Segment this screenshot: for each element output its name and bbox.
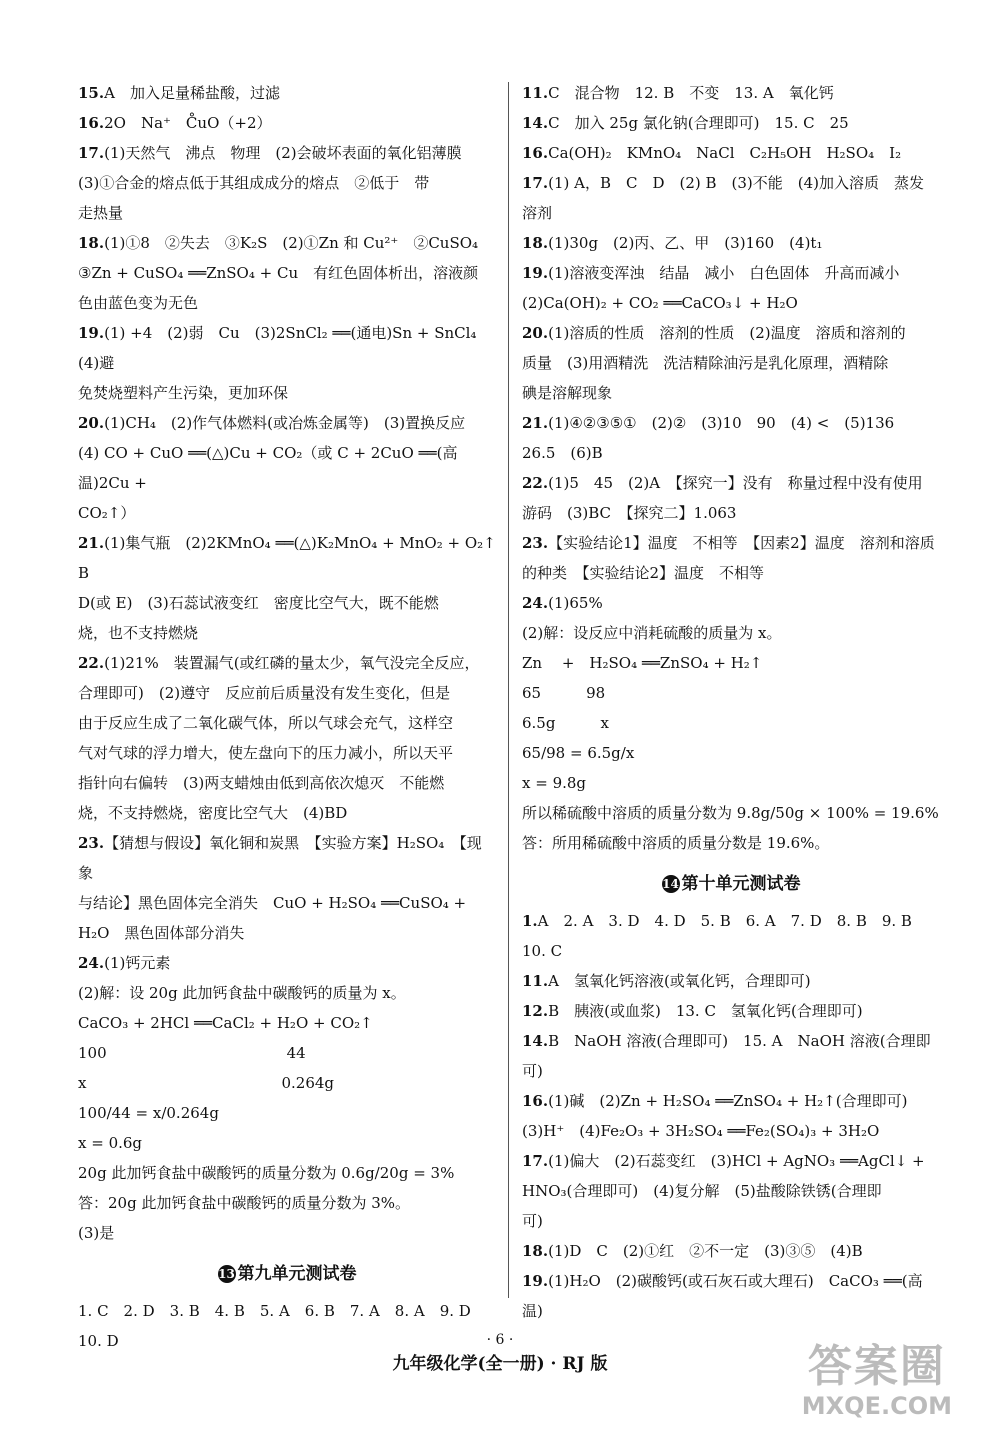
question-number: 17. <box>522 1152 549 1170</box>
section-number-badge: 13 <box>218 1267 235 1281</box>
section-title: 第十单元测试卷 <box>681 874 801 894</box>
answer-line <box>78 108 496 138</box>
answer-line <box>522 618 940 648</box>
answer-text: 游码 (3)BC 【探究二】1.063 <box>522 504 737 522</box>
answer-text: 指针向右偏转 (3)两支蜡烛由低到高依次熄灭 不能燃 <box>78 774 445 792</box>
answer-text: H₂O 黑色固体部分消失 <box>78 924 245 942</box>
answer-text: Zn + H₂SO₄ ══ZnSO₄ + H₂↑ <box>522 654 763 672</box>
answer-text: 6.5g x <box>522 714 609 732</box>
answer-text: 气对气球的浮力增大，使左盘向下的压力减小，所以天平 <box>78 744 454 762</box>
answer-line <box>522 1146 940 1176</box>
unit-9-choice-answers: 1. C 2. D 3. B 4. B 5. A 6. B 7. A 8. A 9. D 10. D <box>78 1302 486 1350</box>
answer-line <box>522 1206 940 1236</box>
question-number: 19. <box>78 324 105 342</box>
answer-line <box>522 828 940 858</box>
answer-text: 溶剂 <box>522 204 553 222</box>
answer-line <box>78 1188 496 1218</box>
answer-line <box>522 228 940 258</box>
answer-line <box>78 168 496 198</box>
answer-line <box>78 918 496 948</box>
answer-text: (1)65% <box>548 594 603 612</box>
answer-line <box>78 768 496 798</box>
question-number: 11. <box>522 972 549 990</box>
answer-text: (2)解：设 20g 此加钙食盐中碳酸钙的质量为 x。 <box>78 984 406 1002</box>
answer-line <box>78 648 496 678</box>
question-number: 24. <box>78 954 105 972</box>
answer-line <box>522 528 940 558</box>
answer-line <box>522 1026 940 1086</box>
answer-line <box>522 168 940 198</box>
answer-line <box>522 468 940 498</box>
answer-line <box>78 1068 496 1098</box>
answer-line <box>522 996 940 1026</box>
answer-line <box>78 588 496 618</box>
question-number: 19. <box>522 264 549 282</box>
answer-text: (1)D C (2)①红 ②不一定 (3)③⑤ (4)B <box>548 1242 863 1260</box>
answer-line <box>78 888 496 918</box>
answer-text: 【猜想与假设】氧化铜和炭黑 【实验方案】H₂SO₄ 【现象 <box>78 834 482 882</box>
answer-text: 答：所用稀硫酸中溶质的质量分数是 19.6%。 <box>522 834 830 852</box>
answer-text: (1)溶液变浑浊 结晶 减小 白色固体 升高而减小 <box>548 264 900 282</box>
answer-text: 与结论】黑色固体完全消失 CuO + H₂SO₄ ══CuSO₄ + <box>78 894 467 912</box>
answer-text: (3)是 <box>78 1224 115 1242</box>
answer-text: 碘是溶解现象 <box>522 384 613 402</box>
answer-text: 合理即可) (2)遵守 反应前后质量没有发生变化，但是 <box>78 684 451 702</box>
question-number: 11. <box>522 84 549 102</box>
answer-line <box>522 966 940 996</box>
answer-line <box>78 318 496 378</box>
answer-line <box>522 798 940 828</box>
answer-text: C 混合物 12. B 不变 13. A 氧化钙 <box>548 84 834 102</box>
answer-line <box>522 198 940 228</box>
right-answer-list-bottom <box>522 906 940 1326</box>
answer-text: (1)天然气 沸点 物理 (2)会破坏表面的氧化铝薄膜 <box>104 144 462 162</box>
answer-line <box>522 558 940 588</box>
right-answer-list-top <box>522 78 940 858</box>
answer-text: 【实验结论1】温度 不相等 【因素2】温度 溶剂和溶质 <box>548 534 935 552</box>
question-number: 1. <box>522 912 538 930</box>
watermark-url: MXQE.COM <box>801 1392 952 1420</box>
question-number: 23. <box>522 534 549 552</box>
answer-text: (1)21% 装置漏气(或红磷的量太少，氧气没完全反应， <box>104 654 480 672</box>
answer-text: 色由蓝色变为无色 <box>78 294 199 312</box>
answer-line <box>78 258 496 288</box>
answer-line <box>78 1128 496 1158</box>
answer-text: (1)CH₄ (2)作气体燃料(或冶炼金属等) (3)置换反应 <box>104 414 466 432</box>
answer-line <box>522 78 940 108</box>
section-heading-unit-10 <box>522 864 940 904</box>
answer-line <box>78 1008 496 1038</box>
answer-line <box>522 708 940 738</box>
answer-text: 100/44 = x/0.264g <box>78 1104 219 1122</box>
question-number: 17. <box>522 174 549 192</box>
answer-line <box>78 288 496 318</box>
answer-line <box>522 678 940 708</box>
answer-text: 65/98 = 6.5g/x <box>522 744 635 762</box>
answer-text: Ca(OH)₂ KMnO₄ NaCl C₂H₅OH H₂SO₄ I₂ <box>548 144 902 162</box>
answer-line <box>78 198 496 228</box>
answer-line <box>522 906 940 966</box>
answer-text: 2O Na⁺ C̊uO（+2） <box>104 114 272 132</box>
book-title: 九年级化学(全一册) · RJ 版 <box>392 1354 608 1374</box>
answer-line <box>78 1098 496 1128</box>
answer-line <box>78 1218 496 1248</box>
question-number: 21. <box>78 534 105 552</box>
question-number: 14. <box>522 1032 549 1050</box>
answer-text: D(或 E) (3)石蕊试液变红 密度比空气大，既不能燃 <box>78 594 439 612</box>
answer-text: (2)解：设反应中消耗硫酸的质量为 x。 <box>522 624 782 642</box>
answer-text: A 氢氧化钙溶液(或氧化钙，合理即可) <box>548 972 811 990</box>
question-number: 22. <box>78 654 105 672</box>
answer-line <box>522 1086 940 1116</box>
answer-line <box>522 1236 940 1266</box>
question-number: 18. <box>522 1242 549 1260</box>
answer-line <box>78 408 496 438</box>
answer-text: 质量 (3)用酒精洗 洗洁精除油污是乳化原理，酒精除 <box>522 354 889 372</box>
answer-line <box>78 948 496 978</box>
answer-line <box>78 1158 496 1188</box>
answer-line <box>522 1176 940 1206</box>
answer-text: (1)偏大 (2)石蕊变红 (3)HCl + AgNO₃ ══AgCl↓ + <box>548 1152 925 1170</box>
question-number: 18. <box>522 234 549 252</box>
answer-text: (1)碱 (2)Zn + H₂SO₄ ══ZnSO₄ + H₂↑(合理即可) <box>548 1092 908 1110</box>
answer-text: 走热量 <box>78 204 124 222</box>
page-number: · 6 · <box>486 1332 514 1348</box>
question-number: 20. <box>522 324 549 342</box>
answer-text: CO₂↑） <box>78 504 136 522</box>
answer-line <box>522 288 940 318</box>
column-divider <box>508 82 509 1298</box>
section-number-badge: 14 <box>662 877 679 891</box>
answer-line <box>78 528 511 588</box>
answer-line <box>78 498 496 528</box>
answer-line <box>522 738 940 768</box>
answer-text: 烧，不支持燃烧，密度比空气大 (4)BD <box>78 804 348 822</box>
answer-text: HNO₃(合理即可) (4)复分解 (5)盐酸除铁锈(合理即 <box>522 1182 882 1200</box>
question-number: 20. <box>78 414 105 432</box>
answer-text: B 胰液(或血浆) 13. C 氢氧化钙(合理即可) <box>548 1002 863 1020</box>
question-number: 22. <box>522 474 549 492</box>
question-number: 21. <box>522 414 549 432</box>
answer-text: ③Zn + CuSO₄ ══ZnSO₄ + Cu 有红色固体析出，溶液颜 <box>78 264 479 282</box>
answer-text: 烧，也不支持燃烧 <box>78 624 199 642</box>
answer-line <box>78 378 496 408</box>
answer-text: (1)④②③⑤① (2)② (3)10 90 (4) < (5)136 <box>548 414 895 432</box>
question-number: 12. <box>522 1002 549 1020</box>
answer-line <box>78 678 496 708</box>
answer-text: (2)Ca(OH)₂ + CO₂ ══CaCO₃↓ + H₂O <box>522 294 798 312</box>
answer-line <box>78 138 496 168</box>
answer-line <box>78 978 496 1008</box>
watermark-text: 答案圈 <box>807 1341 946 1392</box>
question-number: 23. <box>78 834 105 852</box>
answer-line <box>522 318 940 348</box>
answer-text: 65 98 <box>522 684 606 702</box>
answer-line <box>78 1038 496 1068</box>
answer-text: (1)①8 ②失去 ③K₂S (2)①Zn 和 Cu²⁺ ②CuSO₄ <box>104 234 479 252</box>
answer-text: x 0.264g <box>78 1074 335 1092</box>
answer-line <box>78 438 496 498</box>
answer-line <box>522 498 940 528</box>
question-number: 19. <box>522 1272 549 1290</box>
answer-text: 20g 此加钙食盐中碳酸钙的质量分数为 0.6g/20g = 3% <box>78 1164 455 1182</box>
answer-text: (3)①合金的熔点低于其组成成分的熔点 ②低于 带 <box>78 174 430 192</box>
question-number: 16. <box>522 144 549 162</box>
question-number: 24. <box>522 594 549 612</box>
answer-text: (1)溶质的性质 溶剂的性质 (2)温度 溶质和溶剂的 <box>548 324 906 342</box>
right-column <box>522 78 940 1326</box>
question-number: 14. <box>522 114 549 132</box>
answer-text: x = 9.8g <box>522 774 587 792</box>
left-column <box>78 78 511 1356</box>
answer-line <box>78 78 496 108</box>
answer-text: A 加入足量稀盐酸，过滤 <box>104 84 280 102</box>
answer-text: 答：20g 此加钙食盐中碳酸钙的质量分数为 3%。 <box>78 1194 411 1212</box>
answer-text: CaCO₃ + 2HCl ══CaCl₂ + H₂O + CO₂↑ <box>78 1014 373 1032</box>
answer-text: (1) A，B C D (2) B (3)不能 (4)加入溶质 蒸发 <box>548 174 925 192</box>
answer-line <box>522 408 940 438</box>
answer-line <box>522 588 940 618</box>
answer-text: (1)H₂O (2)碳酸钙(或石灰石或大理石) CaCO₃ ══(高温) <box>522 1272 923 1320</box>
answer-text: 所以稀硫酸中溶质的质量分数为 9.8g/50g × 100% = 19.6% <box>522 804 939 822</box>
answer-line <box>522 648 940 678</box>
answer-text: 26.5 (6)B <box>522 444 603 462</box>
question-number: 16. <box>78 114 105 132</box>
answer-text: x = 0.6g <box>78 1134 143 1152</box>
answer-text: 可) <box>522 1212 543 1230</box>
answer-line <box>522 108 940 138</box>
answer-line <box>522 348 940 378</box>
answer-line <box>522 768 940 798</box>
answer-text: C 加入 25g 氯化钠(合理即可) 15. C 25 <box>548 114 849 132</box>
section-heading-unit-9 <box>78 1254 496 1294</box>
answer-text: (1)钙元素 <box>104 954 171 972</box>
answer-text: (3)H⁺ (4)Fe₂O₃ + 3H₂SO₄ ══Fe₂(SO₄)₃ + 3H₂O <box>522 1122 880 1140</box>
question-number: 15. <box>78 84 105 102</box>
answer-line <box>78 828 496 888</box>
answer-text: (1)30g (2)丙、乙、甲 (3)160 (4)t₁ <box>548 234 823 252</box>
answer-text: (4) CO + CuO ══(△)Cu + CO₂（或 C + 2CuO ══(高温)2Cu + <box>78 444 458 492</box>
watermark-logo <box>802 1342 952 1420</box>
answer-line <box>78 708 496 738</box>
question-number: 17. <box>78 144 105 162</box>
answer-text: 100 44 <box>78 1044 306 1062</box>
question-number: 16. <box>522 1092 549 1110</box>
answer-line <box>78 798 496 828</box>
answer-text: A 2. A 3. D 4. D 5. B 6. A 7. D 8. B 9. B 10. C <box>522 912 927 960</box>
answer-text: 由于反应生成了二氧化碳气体，所以气球会充气，这样空 <box>78 714 454 732</box>
answer-text: (1)集气瓶 (2)2KMnO₄ ══(△)K₂MnO₄ + MnO₂ + O₂↑ B <box>78 534 511 582</box>
answer-line <box>522 378 940 408</box>
section-title: 第九单元测试卷 <box>237 1264 357 1284</box>
left-answer-list <box>78 78 511 1248</box>
answer-line <box>522 258 940 288</box>
answer-text: (1)5 45 (2)A 【探究一】没有 称量过程中没有使用 <box>548 474 923 492</box>
answer-text: 免焚烧塑料产生污染，更加环保 <box>78 384 289 402</box>
answer-line <box>522 438 940 468</box>
answer-text: B NaOH 溶液(合理即可) 15. A NaOH 溶液(合理即可) <box>522 1032 931 1080</box>
answer-text: (1) +4 (2)弱 Cu (3)2SnCl₂ ══(通电)Sn + SnCl₄ (4)避 <box>78 324 492 372</box>
question-number: 18. <box>78 234 105 252</box>
answer-text: 的种类 【实验结论2】温度 不相等 <box>522 564 765 582</box>
answer-line <box>78 738 496 768</box>
answer-line <box>522 1266 940 1326</box>
answer-line <box>78 228 496 258</box>
answer-line <box>522 138 940 168</box>
answer-line <box>522 1116 940 1146</box>
answer-line <box>78 618 496 648</box>
